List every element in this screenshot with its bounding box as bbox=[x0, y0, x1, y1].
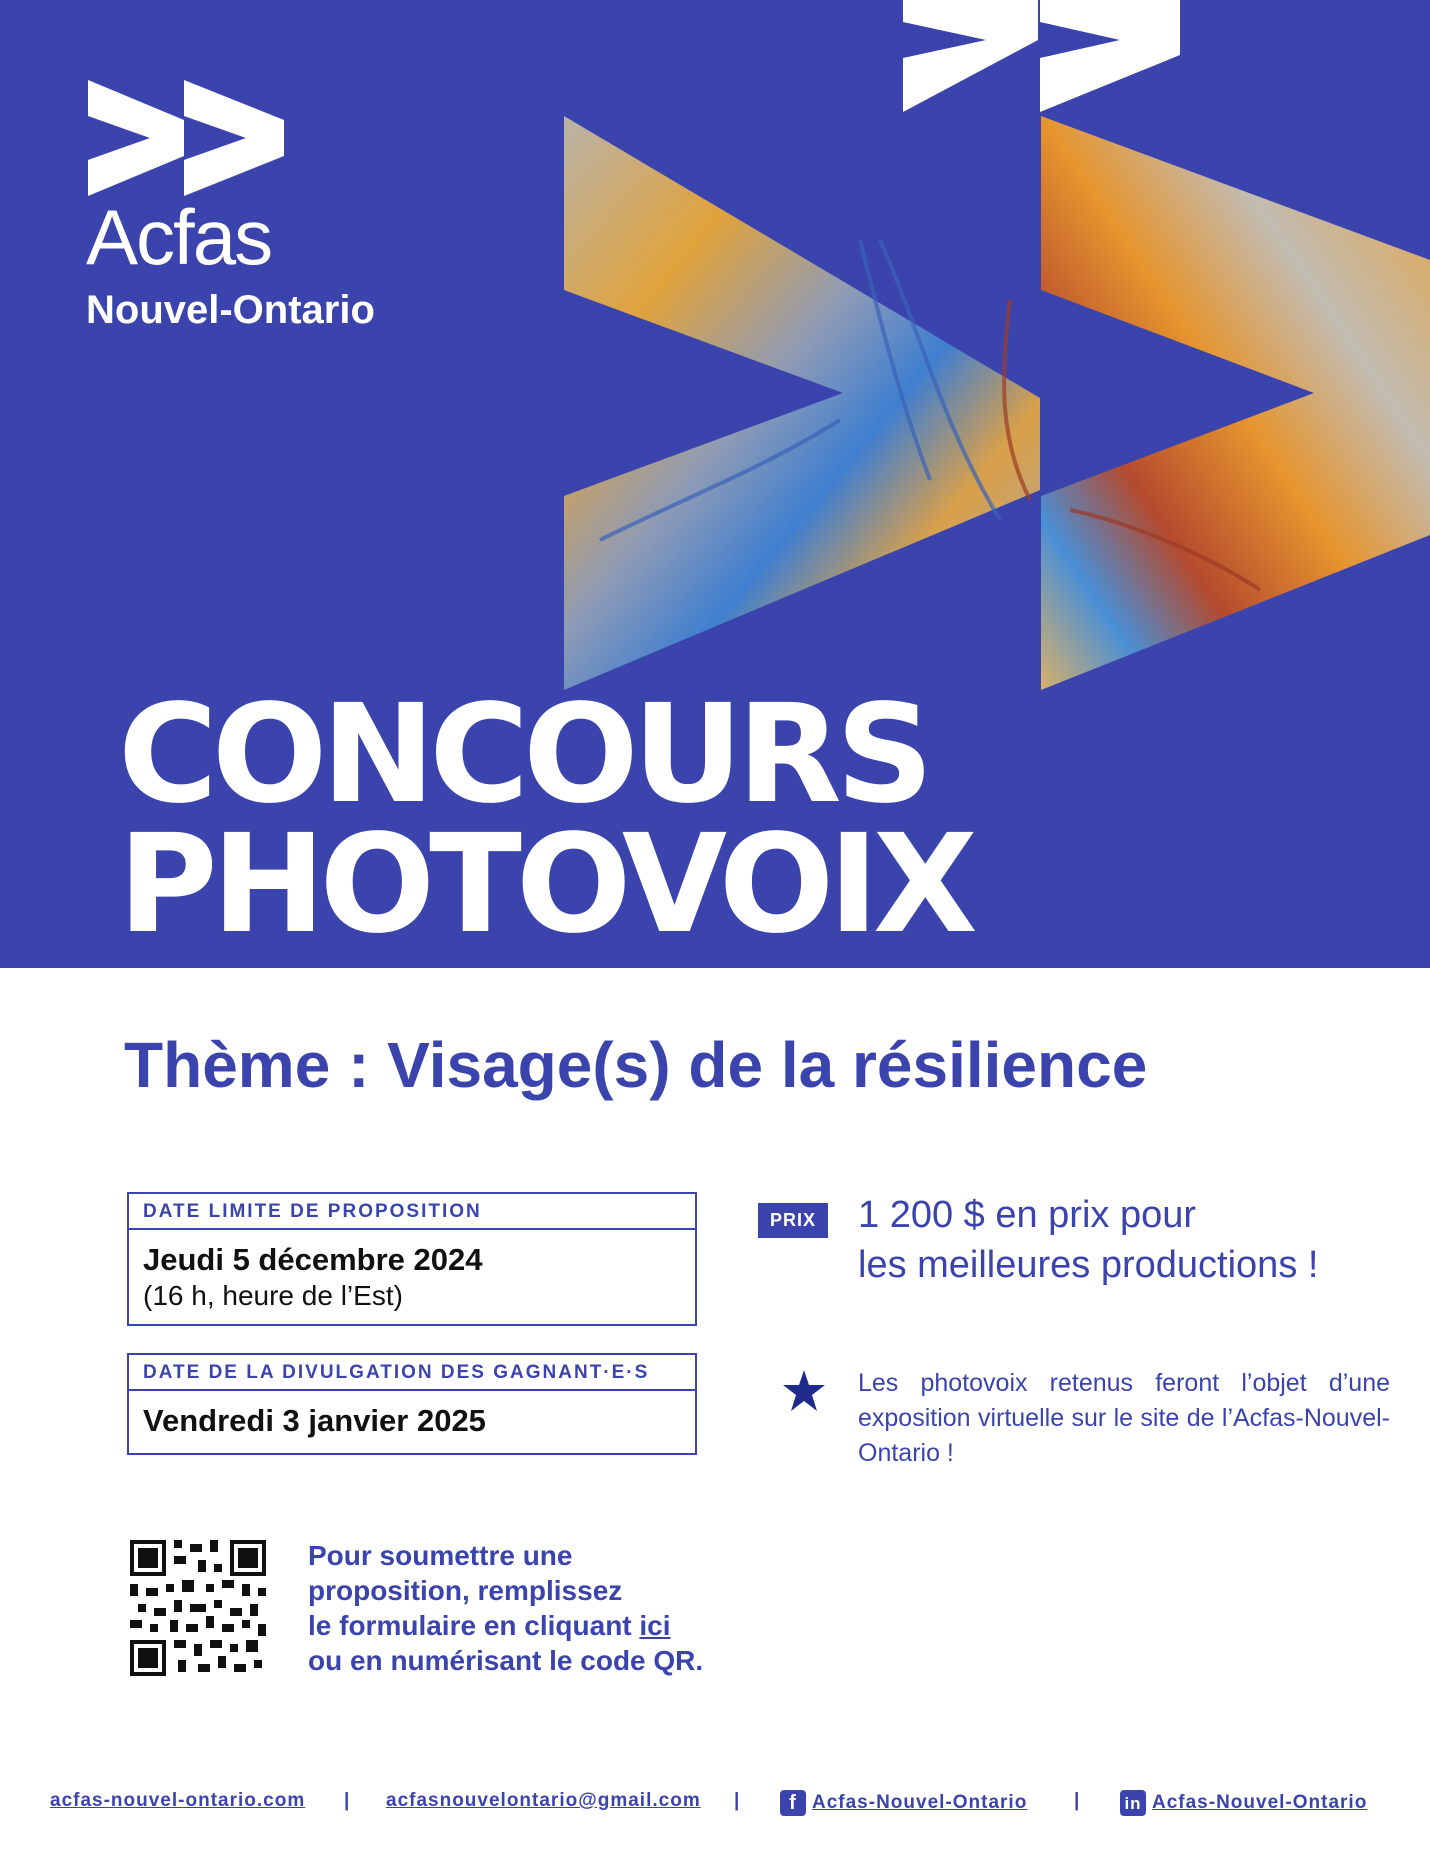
website-link[interactable]: acfas-nouvel-ontario.com bbox=[50, 1790, 306, 1811]
top-chevron-right bbox=[1040, 0, 1180, 112]
deadline-heading: DATE LIMITE DE PROPOSITION bbox=[129, 1194, 695, 1230]
image-chevron-right bbox=[1041, 116, 1430, 690]
page-title bbox=[118, 676, 972, 964]
footer bbox=[0, 1790, 1430, 1820]
winners-box bbox=[127, 1353, 697, 1455]
linkedin-link[interactable] bbox=[1120, 1790, 1367, 1816]
deadline-date: Jeudi 5 décembre 2024 bbox=[143, 1242, 483, 1277]
title-line-2: PHOTOVOIX bbox=[118, 806, 972, 964]
title-line-1: CONCOURS bbox=[118, 676, 928, 834]
winners-heading: DATE DE LA DIVULGATION DES GAGNANT·E·S bbox=[129, 1355, 695, 1391]
logo-subtitle: Nouvel-Ontario bbox=[86, 288, 375, 332]
submit-line-4: ou en numérisant le code QR. bbox=[308, 1645, 704, 1676]
top-chevron-left bbox=[903, 0, 1038, 112]
deadline-note: (16 h, heure de l’Est) bbox=[143, 1280, 403, 1311]
winners-date: Vendredi 3 janvier 2025 bbox=[143, 1403, 486, 1438]
prize-line-2: les meilleures productions ! bbox=[858, 1244, 1319, 1286]
deadline-box bbox=[127, 1192, 697, 1326]
footer-separator: | bbox=[734, 1790, 740, 1811]
email-link[interactable]: acfasnouvelontario@gmail.com bbox=[386, 1790, 701, 1811]
linkedin-label: Acfas-Nouvel-Ontario bbox=[1152, 1792, 1368, 1814]
exhibition-text: Les photovoix retenus feront l’objet d’une exposition virtuelle sur le site de l’Acfas-Nouvel-Ontario ! bbox=[858, 1369, 1390, 1467]
facebook-label: Acfas-Nouvel-Ontario bbox=[812, 1792, 1028, 1814]
submit-line-2: proposition, remplissez bbox=[308, 1575, 623, 1606]
footer-separator: | bbox=[344, 1790, 350, 1811]
acfas-logo-chevrons bbox=[88, 80, 284, 196]
prize-tag: PRIX bbox=[758, 1203, 828, 1238]
submit-line-1: Pour soumettre une bbox=[308, 1540, 573, 1571]
prize-text bbox=[858, 1190, 1378, 1290]
submit-line-3 bbox=[308, 1608, 768, 1643]
facebook-icon: f bbox=[780, 1790, 806, 1816]
footer-separator: | bbox=[1074, 1790, 1080, 1811]
form-link[interactable]: ici bbox=[639, 1610, 671, 1641]
prize-line-1: 1 200 $ en prix pour bbox=[858, 1194, 1197, 1236]
theme-heading: Thème : Visage(s) de la résilience bbox=[124, 1029, 1148, 1101]
linkedin-icon: in bbox=[1120, 1790, 1146, 1816]
facebook-link[interactable] bbox=[780, 1790, 1027, 1816]
qr-code[interactable] bbox=[130, 1540, 266, 1676]
submit-instructions bbox=[308, 1538, 768, 1678]
star-icon bbox=[782, 1370, 826, 1412]
submit-line-3-text: le formulaire en cliquant bbox=[308, 1610, 640, 1641]
logo-name: Acfas bbox=[86, 193, 272, 281]
